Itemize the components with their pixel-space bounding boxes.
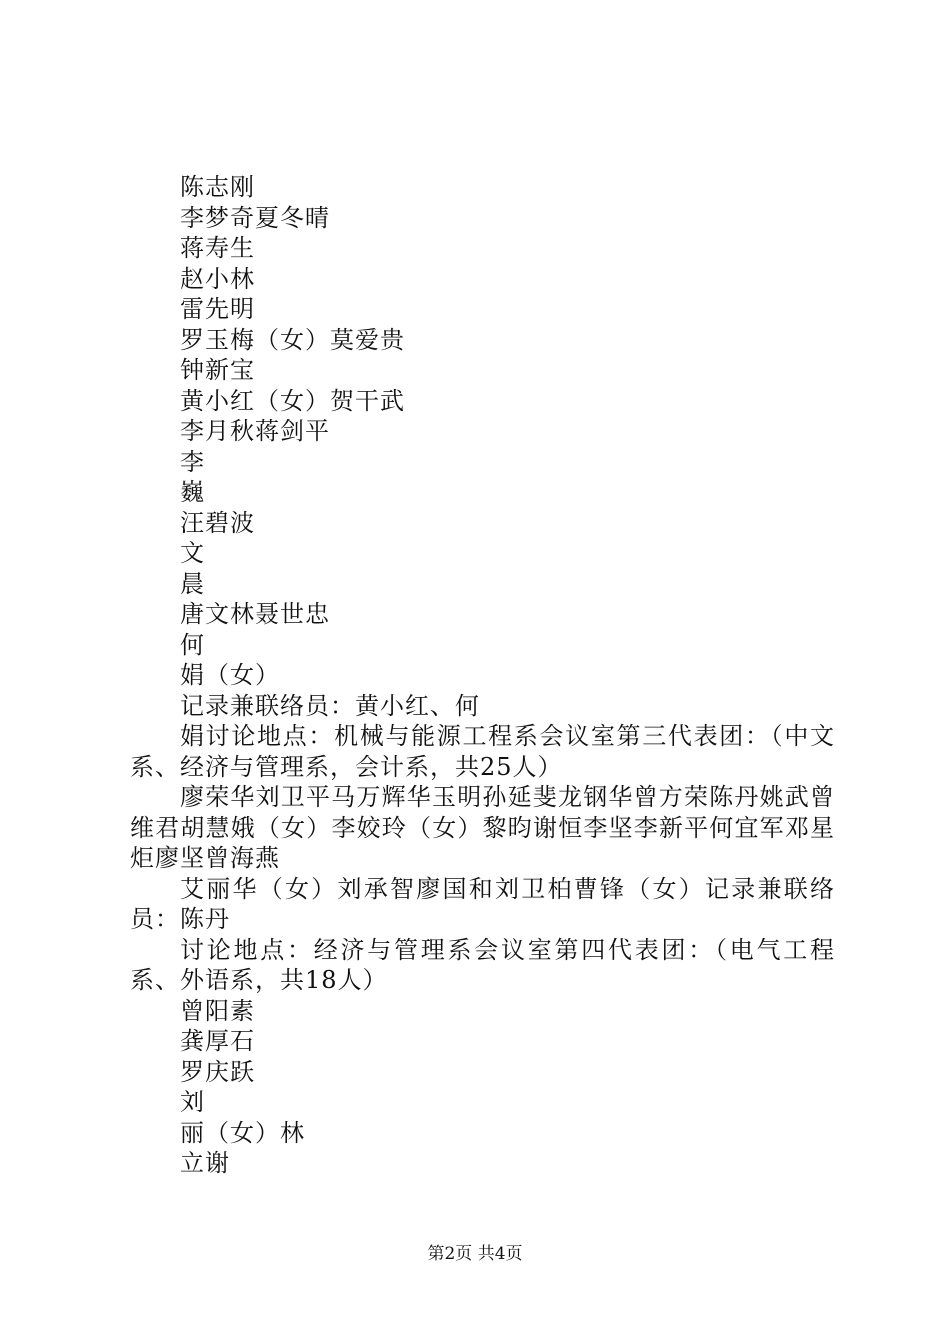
text-line: 刘 bbox=[180, 1088, 205, 1116]
text-line: 罗庆跃 bbox=[180, 1057, 255, 1086]
text-line: 何 bbox=[180, 630, 205, 659]
text-line: 晨 bbox=[180, 569, 205, 598]
text-line: 李梦奇夏冬晴 bbox=[180, 203, 330, 232]
paragraph: 讨论地点：经济与管理系会议室第四代表团：（电气工程系、外语系，共18人） bbox=[130, 935, 835, 994]
document-body bbox=[130, 172, 835, 1179]
text-line: 钟新宝 bbox=[180, 356, 255, 384]
text-line: 雷先明 bbox=[180, 295, 255, 323]
paragraph: 娟讨论地点：机械与能源工程系会议室第三代表团：（中文系、经济与管理系，会计系，共25人） bbox=[130, 722, 835, 781]
text-line: 唐文林聂世忠 bbox=[180, 600, 330, 628]
text-line: 记录兼联络员：黄小红、何 bbox=[180, 691, 480, 720]
text-line: 黄小红（女）贺干武 bbox=[180, 386, 405, 415]
text-line: 立谢 bbox=[180, 1149, 230, 1177]
text-line: 罗玉梅（女）莫爱贵 bbox=[180, 325, 405, 354]
paragraph: 艾丽华（女）刘承智廖国和刘卫柏曹锋（女）记录兼联络员：陈丹 bbox=[130, 874, 835, 933]
text-line: 娟（女） bbox=[180, 661, 280, 689]
text-line: 丽（女）林 bbox=[180, 1118, 305, 1147]
text-line: 龚厚石 bbox=[180, 1027, 255, 1055]
text-line: 文 bbox=[180, 539, 205, 567]
text-line: 曾阳素 bbox=[180, 996, 255, 1025]
text-line: 陈志刚 bbox=[180, 173, 255, 201]
text-line: 李 bbox=[180, 447, 205, 476]
page-number-footer: 第2页 共4页 bbox=[427, 1244, 523, 1264]
paragraph: 廖荣华刘卫平马万辉华玉明孙延斐龙钢华曾方荣陈丹姚武曾维君胡慧娥（女）李姣玲（女）黎昀谢恒李坚李新平何宜军邓星炬廖坚曾海燕 bbox=[130, 783, 835, 872]
text-line: 巍 bbox=[180, 478, 205, 506]
text-line: 赵小林 bbox=[180, 264, 255, 293]
text-line: 蒋寿生 bbox=[180, 234, 255, 262]
text-line: 李月秋蒋剑平 bbox=[180, 417, 330, 445]
text-line: 汪碧波 bbox=[180, 508, 255, 537]
